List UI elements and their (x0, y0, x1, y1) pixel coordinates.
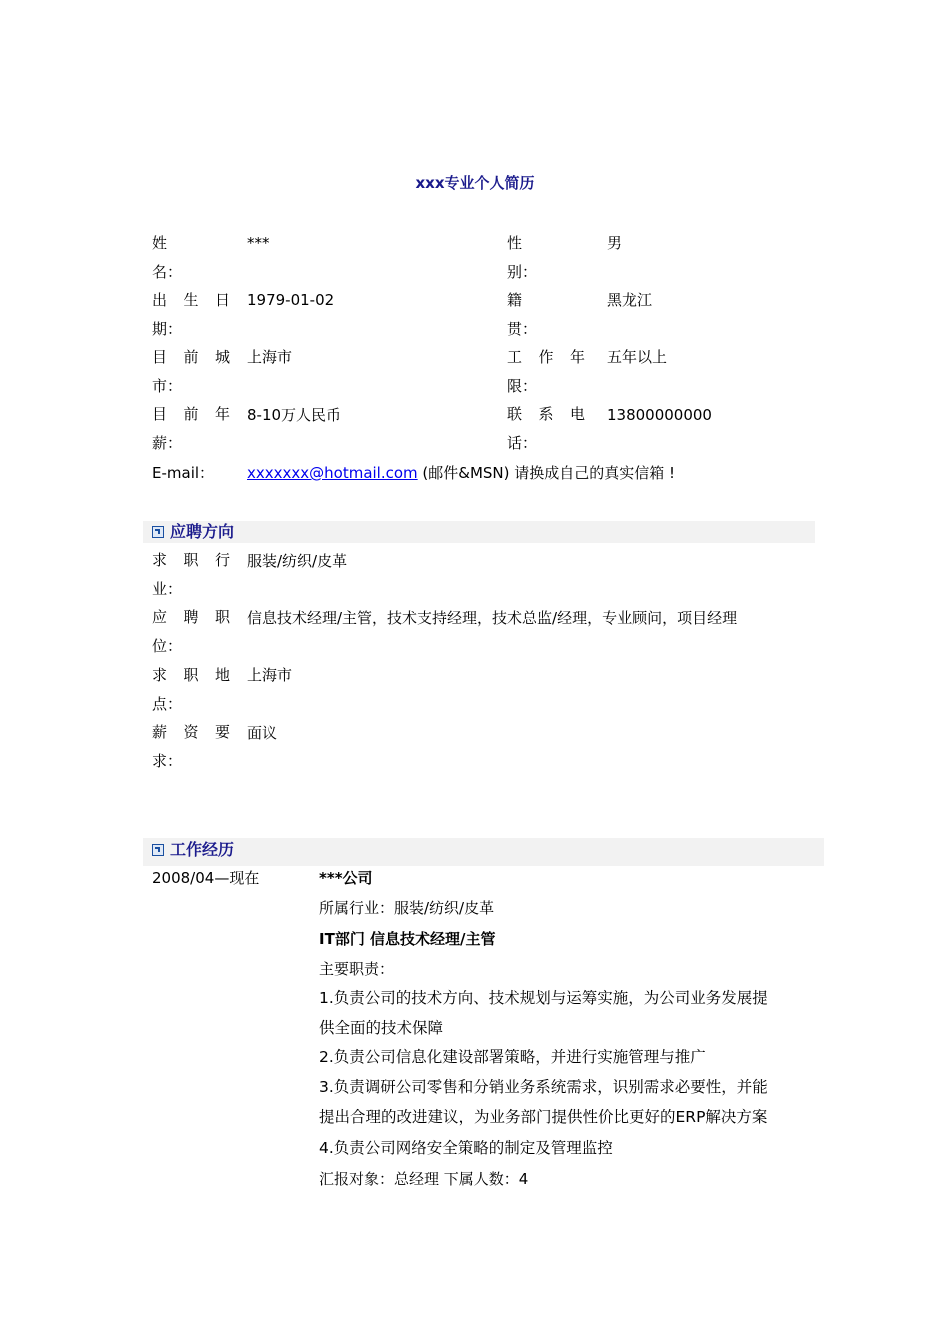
city-value: 上海市 (247, 348, 293, 366)
label-line-2: 期： (152, 320, 183, 338)
duty-line: 4.负责公司网络安全策略的制定及管理监控 (319, 1139, 613, 1157)
gender-value: 男 (607, 234, 623, 252)
arrow-icon (152, 844, 164, 856)
label-line-2: 别： (507, 263, 538, 281)
email-link[interactable]: xxxxxxx@hotmail.com (247, 464, 418, 482)
label-line-2: 位： (152, 637, 183, 655)
name-label (152, 229, 230, 287)
label-line-1: 联 系 电 (507, 405, 585, 423)
label-line-1: 姓 (152, 234, 168, 252)
phone-label (507, 400, 585, 458)
salary-value: 8-10万人民币 (247, 406, 342, 424)
report-info: 汇报对象：总经理 下属人数：4 (319, 1170, 529, 1188)
section-title-text: 工作经历 (170, 840, 235, 859)
duty-line: 2.负责公司信息化建设部署策略，并进行实施管理与推广 (319, 1048, 706, 1066)
label-line-2: 业： (152, 580, 183, 598)
label-line-1: 籍 (507, 291, 523, 309)
duties-title: 主要职责： (319, 960, 395, 978)
section-title-text: 应聘方向 (170, 522, 235, 541)
hometown-label (507, 286, 585, 344)
label-line-1: 目 前 年 (152, 405, 230, 423)
label-line-1: 求 职 行 (152, 551, 230, 569)
duty-line: 供全面的技术保障 (319, 1019, 444, 1037)
intention-row-value: 信息技术经理/主管，技术支持经理，技术总监/经理，专业顾问，项目经理 (247, 609, 738, 627)
name-value: *** (247, 234, 270, 252)
birth-value: 1979-01-02 (247, 291, 335, 309)
intention-row-label (152, 603, 230, 661)
intention-row-value: 面议 (247, 724, 278, 742)
experience-section-bar (143, 838, 824, 866)
intention-section-title (152, 521, 234, 543)
years-value: 五年以上 (607, 348, 668, 366)
email-note: (邮件&MSN) 请换成自己的真实信箱 ! (417, 464, 676, 482)
duty-line: 3.负责调研公司零售和分销业务系统需求，识别需求必要性，并能 (319, 1078, 768, 1096)
phone-value: 13800000000 (607, 406, 712, 424)
label-line-1: 应 聘 职 (152, 608, 230, 626)
duty-line: 提出合理的改进建议，为业务部门提供性价比更好的ERP解决方案 (319, 1108, 768, 1126)
label-line-2: 贯： (507, 320, 538, 338)
label-line-2: 薪： (152, 434, 183, 452)
intention-row-value: 服装/纺织/皮革 (247, 552, 348, 570)
label-line-2: 名： (152, 263, 183, 281)
page-title: xxx专业个人简历 (415, 174, 535, 192)
intention-row-label (152, 546, 230, 604)
years-label (507, 343, 585, 401)
intention-row-label (152, 718, 230, 776)
label-line-1: 工 作 年 (507, 348, 585, 366)
label-line-1: 求 职 地 (152, 666, 230, 684)
intention-section-bar (143, 521, 815, 543)
label-line-1: 薪 资 要 (152, 723, 230, 741)
label-line-2: 市： (152, 377, 183, 395)
industry: 所属行业：服装/纺织/皮革 (319, 899, 495, 917)
label-line-2: 限： (507, 377, 538, 395)
label-line-2: 话： (507, 434, 538, 452)
intention-row-value: 上海市 (247, 666, 293, 684)
label-line-1: 目 前 城 (152, 348, 230, 366)
salary-label (152, 400, 230, 458)
gender-label (507, 229, 585, 287)
email-label: E-mail： (152, 464, 215, 482)
intention-row-label (152, 661, 230, 719)
duty-line: 1.负责公司的技术方向、技术规划与运筹实施，为公司业务发展提 (319, 989, 768, 1007)
email-line (247, 463, 675, 483)
birth-label (152, 286, 230, 344)
position: IT部门 信息技术经理/主管 (319, 930, 496, 948)
hometown-value: 黑龙江 (607, 291, 653, 309)
experience-period: 2008/04—现在 (152, 869, 260, 887)
label-line-1: 出 生 日 (152, 291, 230, 309)
experience-section-title (152, 838, 234, 862)
arrow-icon (152, 526, 164, 538)
label-line-2: 求： (152, 752, 183, 770)
label-line-2: 点： (152, 695, 183, 713)
company-name: ***公司 (319, 869, 373, 887)
city-label (152, 343, 230, 401)
label-line-1: 性 (507, 234, 523, 252)
